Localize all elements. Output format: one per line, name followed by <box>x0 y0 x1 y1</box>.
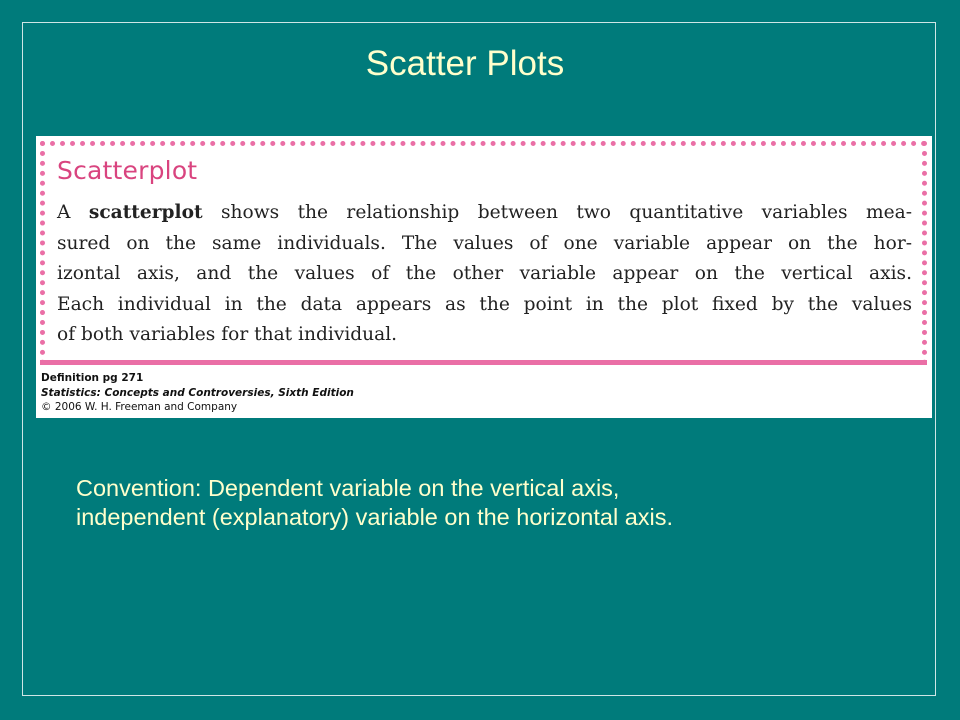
textbook-excerpt <box>36 136 932 418</box>
definition-line-1 <box>57 198 912 229</box>
definition-line-2: sured on the same individuals. The values of one variable appear on the hor- <box>57 232 912 254</box>
definition-line-1-rest: shows the relationship between two quantitative variables mea- <box>220 202 912 223</box>
caption-book-title: Statistics: Concepts and Controversies, Sixth Edition <box>41 386 354 399</box>
source-caption <box>41 371 354 415</box>
definition-line-3: izontal axis, and the values of the other variable appear on the vertical axis. <box>57 263 912 284</box>
definition-text <box>57 198 912 351</box>
definition-box-bottom-rule <box>40 360 927 365</box>
definition-heading: Scatterplot <box>57 156 198 185</box>
caption-definition-ref: Definition pg 271 <box>41 372 144 384</box>
convention-line-1: Convention: Dependent variable on the vertical axis, <box>76 475 620 501</box>
slide-title: Scatter Plots <box>365 44 565 83</box>
caption-copyright: © 2006 W. H. Freeman and Company <box>41 401 238 413</box>
convention-note <box>76 474 896 532</box>
definition-line-4: Each individual in the data appears as the point in the plot fixed by the values <box>57 293 912 315</box>
definition-article: A <box>57 202 71 223</box>
definition-term: scatterplot <box>88 202 203 223</box>
convention-line-2: independent (explanatory) variable on the horizontal axis. <box>76 504 674 530</box>
definition-line-5: of both variables for that individual. <box>57 324 398 345</box>
